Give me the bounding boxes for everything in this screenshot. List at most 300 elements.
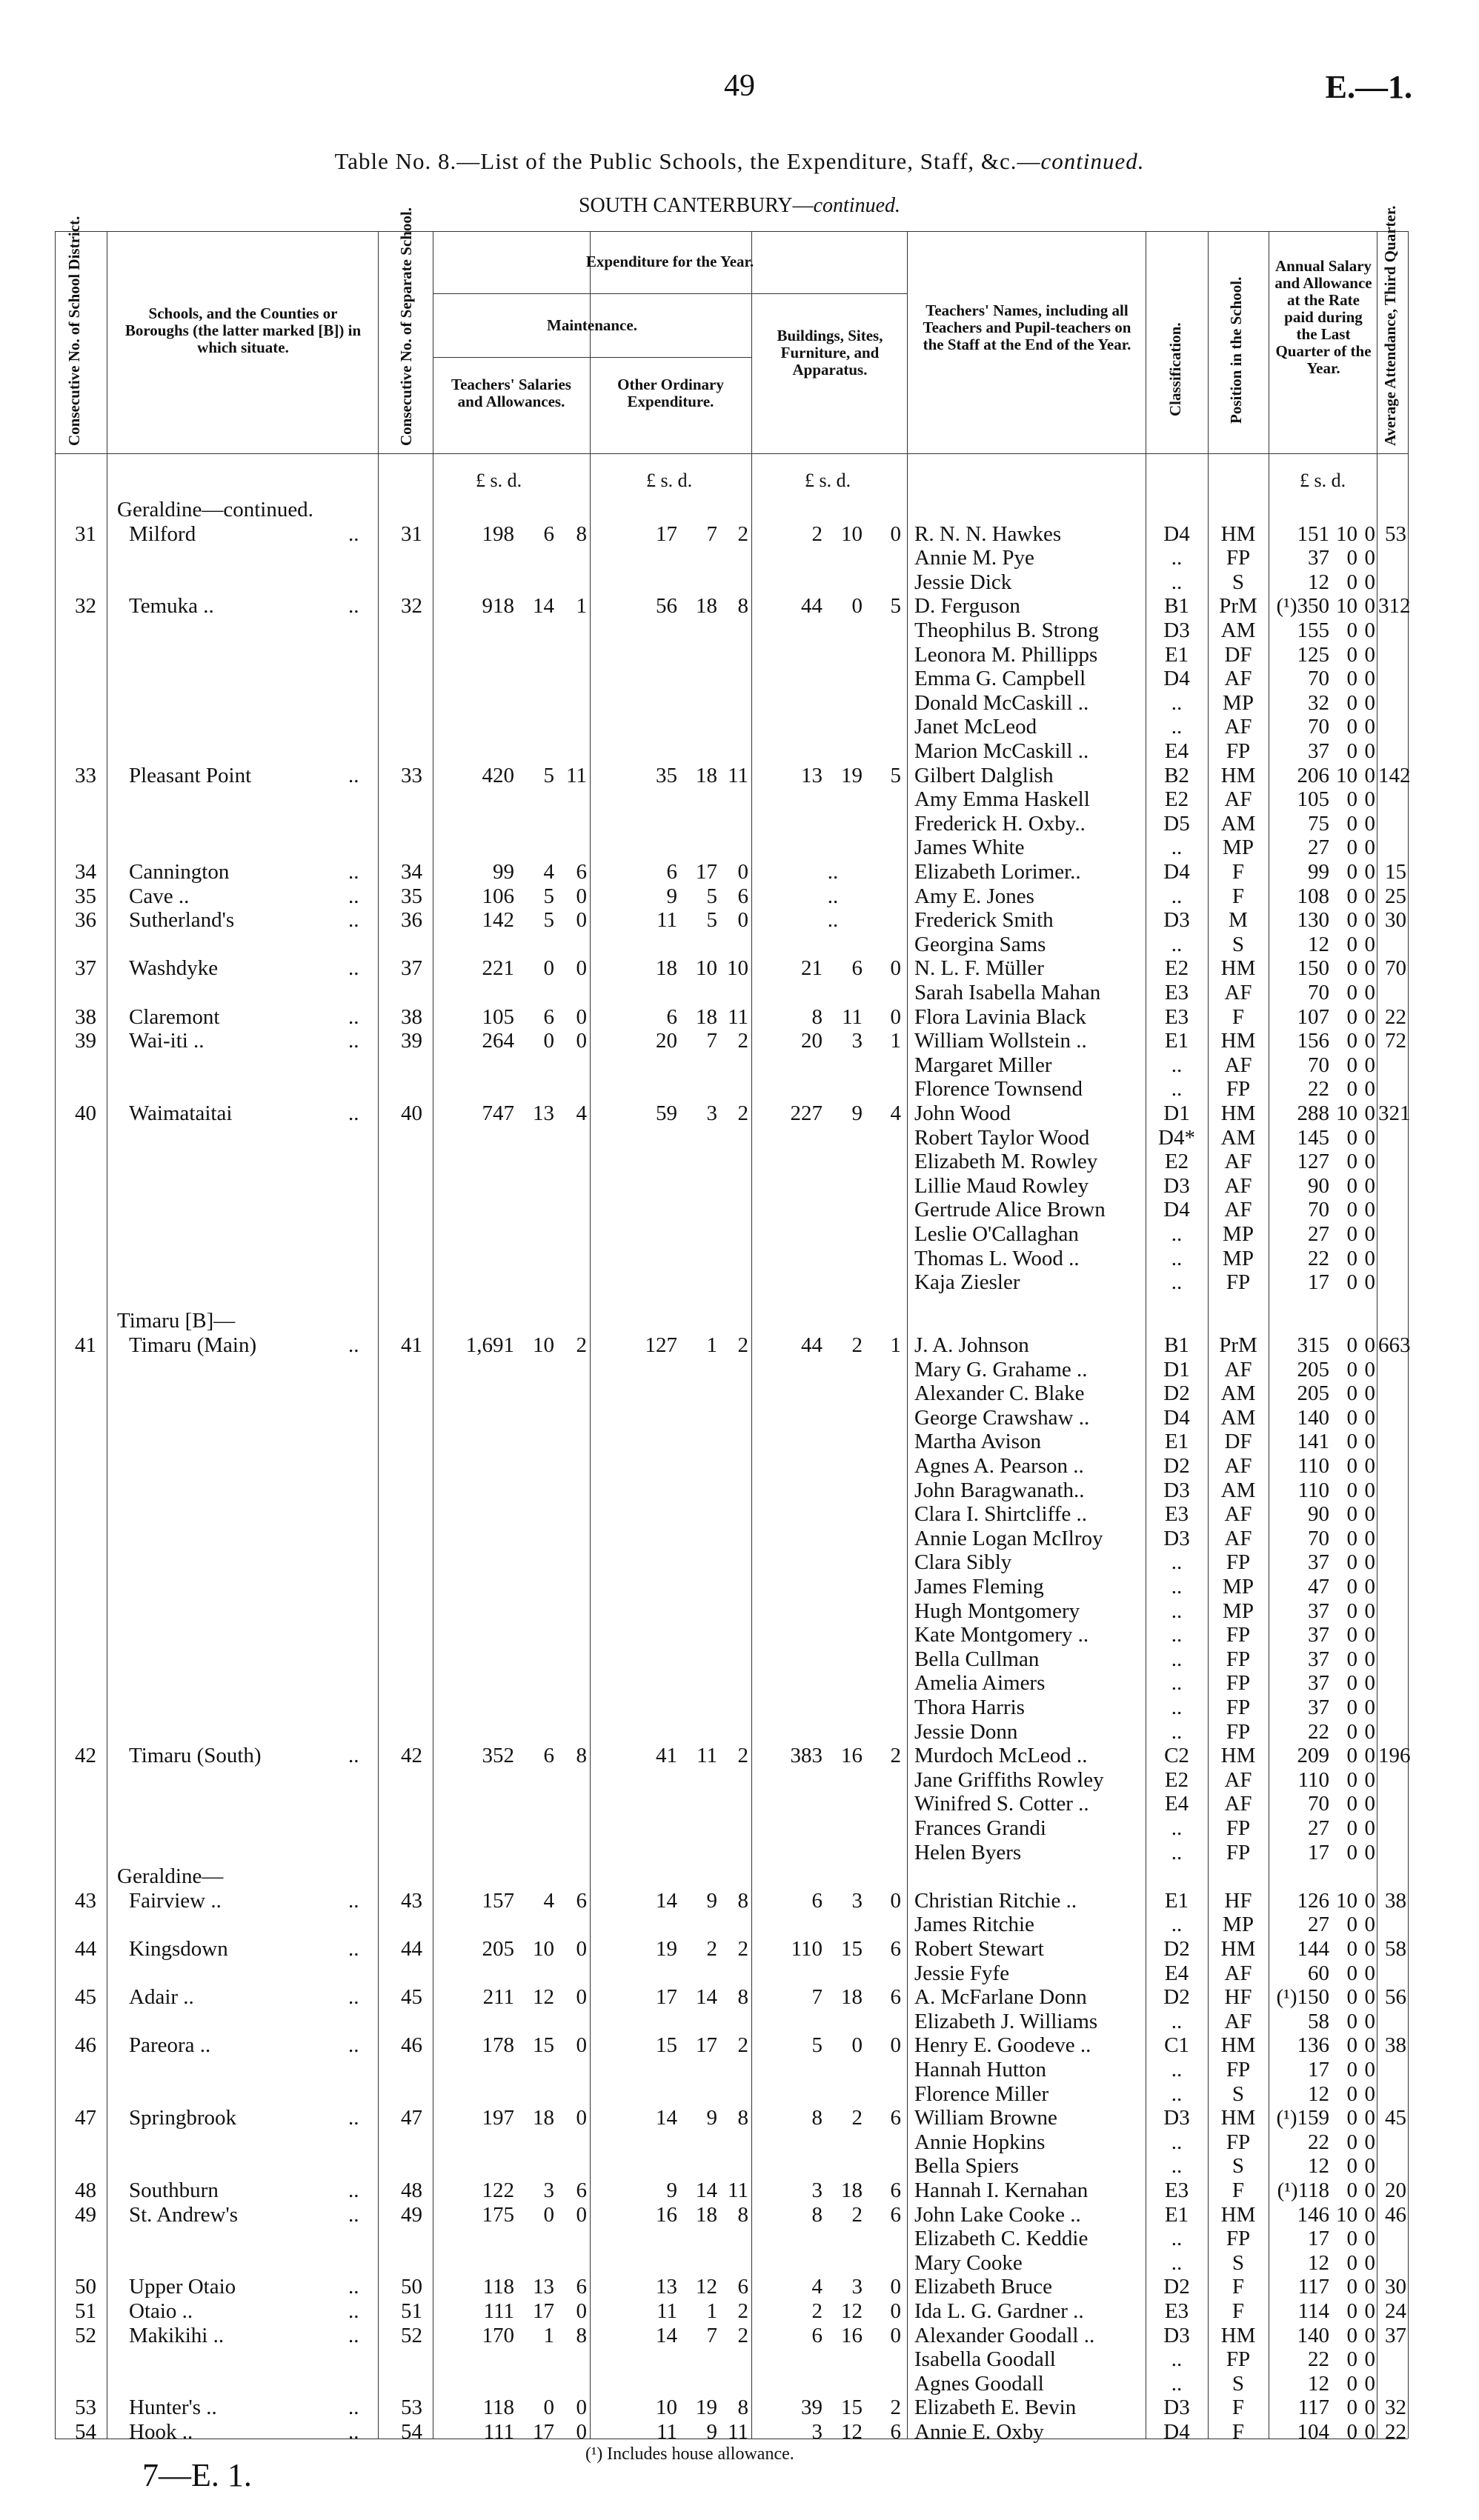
salaries-shillings: 13 [533,1101,554,1125]
salaries-shillings: 17 [533,2419,554,2444]
teacher-name: William Wollstein .. [914,1029,1087,1053]
annual-salary-pounds: 70 [1308,1053,1329,1077]
position: F [1232,2275,1245,2299]
annual-salary-pounds: 90 [1308,1173,1329,1198]
district-number: 53 [75,2396,96,2420]
teacher-name: Robert Taylor Wood [914,1125,1090,1150]
salaries-pence: 6 [576,2178,587,2202]
school-name: Milford [129,521,196,546]
buildings-shillings: 16 [841,2323,863,2347]
buildings-shillings: 12 [841,2419,863,2444]
annual-salary-pounds: 155 [1297,619,1329,642]
annual-salary-pence: 0 [1364,1333,1375,1357]
teacher-name: Jane Griffiths Rowley [914,1767,1104,1792]
buildings-pounds: 227 [790,1101,822,1125]
average-attendance: 30 [1385,908,1406,933]
teacher-name: Amy Emma Haskell [914,787,1090,812]
salaries-pounds: 122 [482,2178,514,2202]
position: FP [1226,2347,1251,2372]
county-heading: Geraldine—continued. [117,498,313,521]
annual-salary-shillings: 0 [1346,642,1357,667]
annual-salary-pounds: 27 [1308,1816,1329,1840]
position: AF [1224,715,1252,739]
annual-salary-pounds: 22 [1308,1719,1329,1744]
table-row [55,739,1408,763]
salaries-pence: 0 [576,1029,587,1053]
annual-salary-shillings: 0 [1346,2347,1357,2372]
average-attendance: 22 [1385,1004,1406,1029]
table-row [55,2372,1408,2396]
teacher-name: Gertrude Alice Brown [914,1198,1106,1222]
other-shillings: 9 [706,2419,717,2444]
position: HM [1220,2033,1256,2058]
classification: D2 [1163,1936,1190,1961]
position: AF [1224,1453,1252,1478]
other-pounds: 11 [657,908,677,933]
annual-salary-pence: 0 [1364,2275,1375,2299]
annual-salary-pounds: 32 [1308,690,1329,715]
other-shillings: 1 [706,1333,717,1357]
buildings-pounds: 110 [791,1936,822,1961]
annual-salary-pounds: (¹)159 [1276,2106,1329,2130]
teacher-name: John Baragwanath.. [914,1478,1085,1502]
table-row [55,2324,1408,2347]
table-row [55,1454,1408,1478]
table-row [55,2396,1408,2419]
other-pence: 8 [737,2202,748,2227]
buildings-shillings: 3 [851,1888,863,1913]
other-pence: 11 [728,2178,748,2202]
annual-salary-pounds: 108 [1297,884,1329,908]
classification: .. [1171,1574,1183,1599]
school-number: 49 [401,2202,422,2227]
other-pence: 6 [737,884,748,908]
average-attendance: 312 [1378,594,1411,619]
teacher-name: Elizabeth E. Bevin [914,2396,1077,2420]
other-pence: 11 [728,2419,748,2444]
annual-salary-pence: 0 [1364,1888,1375,1913]
buildings-pence: 1 [890,1333,901,1357]
table-row [55,1550,1408,1574]
annual-salary-pence: 0 [1364,1550,1375,1575]
average-attendance: 37 [1385,2323,1406,2347]
salaries-shillings: 6 [543,1744,554,1768]
classification: D1 [1163,1357,1190,1381]
teacher-name: James Ritchie [914,1913,1034,1937]
salaries-shillings: 15 [533,2033,554,2058]
other-shillings: 2 [706,1936,717,1961]
annual-salary-pence: 0 [1364,1270,1375,1295]
table-row [55,1029,1408,1053]
classification: .. [1171,1599,1183,1623]
teacher-name: Elizabeth C. Keddie [914,2227,1089,2251]
position: FP [1226,1816,1251,1840]
classification: .. [1171,2250,1183,2275]
position: FP [1226,546,1251,570]
annual-salary-pounds: 99 [1308,860,1329,884]
annual-salary-shillings: 0 [1346,981,1357,1004]
position: AM [1220,811,1256,836]
classification: .. [1171,2081,1183,2106]
annual-salary-pence: 0 [1364,2081,1375,2106]
table-row [55,1247,1408,1270]
school-number: 54 [401,2419,422,2444]
district-number: 51 [75,2299,96,2323]
classification: D4 [1163,521,1190,546]
salaries-shillings: 4 [543,860,554,884]
other-pence: 8 [737,2106,748,2130]
buildings-pence: 6 [890,1985,901,2010]
school-number: 36 [401,908,422,933]
other-pounds: 14 [656,2323,677,2347]
buildings-pounds: 8 [811,2106,822,2130]
annual-salary-shillings: 0 [1346,1526,1357,1550]
leader-dots: .. [348,1004,359,1029]
salaries-pence: 1 [576,594,587,619]
annual-salary-shillings: 10 [1336,763,1357,787]
salaries-pounds: 197 [482,2106,514,2130]
other-pounds: 9 [666,2178,677,2202]
position: MP [1223,1222,1254,1246]
annual-salary-pounds: 37 [1308,1647,1329,1671]
table-row [55,619,1408,642]
table-row [55,763,1411,787]
annual-salary-shillings: 0 [1346,2178,1357,2202]
table-row [55,2106,1408,2130]
leader-dots: .. [348,1333,359,1357]
table-row [55,1696,1408,1719]
teacher-name: Thomas L. Wood .. [914,1246,1080,1270]
header-maintenance: Maintenance. [547,316,637,334]
table-row [55,1077,1408,1101]
classification: E1 [1164,2202,1189,2227]
annual-salary-shillings: 0 [1346,2081,1357,2106]
annual-salary-pounds: 90 [1308,1502,1329,1527]
buildings-pence: 2 [890,2396,901,2420]
annual-salary-pounds: 37 [1308,1599,1329,1623]
average-attendance: 32 [1385,2396,1406,2420]
salaries-pounds: 747 [482,1101,514,1125]
expenditure-rule [433,293,907,294]
district-number: 45 [75,1985,96,2010]
school-number: 48 [401,2178,422,2202]
buildings-shillings: 6 [851,956,863,981]
classification: E3 [1164,1004,1189,1029]
school-number: 44 [401,1936,422,1961]
classification: E1 [1164,1430,1189,1454]
other-pence: 0 [737,860,748,884]
header-salary: Annual Salary and Allowance at the Rate paid during the Last Quarter of the Year. [1274,257,1372,377]
table-row [55,981,1408,1004]
classification: E4 [1164,1961,1189,1985]
position: S [1232,2371,1245,2396]
school-name: Cannington [129,860,230,884]
classification: E3 [1164,1502,1189,1527]
annual-salary-shillings: 0 [1346,836,1357,860]
annual-salary-shillings: 0 [1346,908,1357,933]
annual-salary-shillings: 0 [1346,2419,1357,2444]
classification: .. [1171,1671,1183,1696]
average-attendance: 22 [1385,2419,1406,2444]
school-number: 53 [401,2396,422,2420]
position: AF [1224,1053,1252,1077]
classification: .. [1171,1816,1183,1840]
position: HM [1220,1101,1256,1125]
other-pence: 8 [737,1985,748,2010]
annual-salary-shillings: 0 [1346,1077,1357,1101]
position: AF [1224,1150,1252,1174]
position: M [1229,908,1248,933]
other-pounds: 11 [657,2419,677,2444]
leader-dots: .. [348,2299,359,2323]
position: S [1232,2250,1245,2275]
classification: D3 [1163,2323,1190,2347]
average-attendance: 38 [1385,1888,1406,1913]
teacher-name: Martha Avison [914,1430,1042,1454]
maintenance-rule [433,357,751,358]
table-row [55,1913,1408,1936]
salaries-pounds: 170 [482,2323,514,2347]
annual-salary-pence: 0 [1364,2202,1375,2227]
teacher-name: Florence Townsend [914,1077,1083,1101]
classification: D3 [1163,908,1190,933]
other-pounds: 14 [656,2106,677,2130]
position: AF [1224,667,1252,691]
teacher-name: Emma G. Campbell [914,667,1086,691]
teacher-name: Agnes A. Pearson .. [914,1453,1084,1478]
table-row [55,1222,1408,1246]
other-units: £ s. d. [646,470,693,491]
annual-salary-pence: 0 [1364,811,1375,836]
salaries-pounds: 918 [482,594,514,619]
annual-salary-pence: 0 [1364,2106,1375,2130]
classification: E2 [1164,956,1189,981]
table-row [55,933,1408,956]
annual-salary-shillings: 0 [1346,739,1357,763]
annual-salary-pounds: 110 [1297,1478,1329,1502]
teacher-name: Clara Sibly [914,1550,1012,1575]
buildings-shillings: 2 [851,2202,863,2227]
salaries-pence: 0 [576,956,587,981]
annual-salary-shillings: 0 [1346,1381,1357,1406]
annual-salary-shillings: 0 [1346,1150,1357,1174]
header-consec-district: Consecutive No. of School District. [65,216,83,446]
teacher-name: Annie Logan McIlroy [914,1526,1103,1550]
other-shillings: 7 [706,2323,717,2347]
classification: D2 [1163,1453,1190,1478]
district-number: 43 [75,1888,96,1913]
salaries-pence: 8 [576,2323,587,2347]
district-number: 46 [75,2033,96,2058]
table-row [55,1270,1408,1294]
position: PrM [1219,594,1257,619]
buildings-shillings: 2 [851,2106,863,2130]
classification: .. [1171,884,1183,908]
other-shillings: 18 [696,2202,717,2227]
annual-salary-pence: 0 [1364,1173,1375,1198]
annual-salary-shillings: 0 [1346,2299,1357,2323]
classification: E2 [1164,1767,1189,1792]
classification: D3 [1163,619,1190,642]
table-row [55,1720,1408,1744]
position: FP [1226,1671,1251,1696]
buildings-pounds: 44 [801,1333,822,1357]
buildings-pounds: 6 [811,1888,822,1913]
position: MP [1223,1913,1254,1937]
buildings-blank: .. [827,884,839,908]
table-row [55,1816,1408,1840]
annual-salary-pounds: 145 [1297,1125,1329,1150]
salaries-pounds: 205 [482,1936,514,1961]
annual-salary-pounds: 144 [1297,1936,1329,1961]
annual-salary-pence: 0 [1364,787,1375,812]
annual-salary-pounds: 22 [1308,2347,1329,2372]
annual-salary-shillings: 0 [1346,860,1357,884]
salaries-pounds: 105 [482,1004,514,1029]
classification: .. [1171,1913,1183,1937]
annual-salary-pence: 0 [1364,1077,1375,1101]
other-pence: 2 [737,1936,748,1961]
annual-salary-shillings: 0 [1346,1478,1357,1502]
leader-dots: .. [348,1985,359,2010]
other-pounds: 20 [656,1029,677,1053]
annual-salary-shillings: 0 [1346,1270,1357,1295]
annual-salary-pence: 0 [1364,546,1375,570]
classification: .. [1171,546,1183,570]
annual-salary-pence: 0 [1364,1623,1375,1647]
header-teachers: Teachers' Names, including all Teachers and Pupil-teachers on the Staff at the End of the Year. [923,301,1131,353]
teacher-name: Frederick H. Oxby.. [914,811,1086,836]
other-pounds: 6 [666,860,677,884]
header-consec-school: Consecutive No. of Separate School. [397,207,415,446]
salaries-shillings: 17 [533,2299,554,2323]
buildings-pence: 4 [890,1101,901,1125]
classification: .. [1171,570,1183,594]
other-shillings: 17 [696,860,717,884]
annual-salary-shillings: 0 [1346,1246,1357,1270]
classification: E3 [1164,981,1189,1004]
buildings-pounds: 3 [811,2178,822,2202]
annual-salary-pounds: (¹)118 [1277,2178,1329,2202]
annual-salary-pence: 0 [1364,2154,1375,2179]
salaries-shillings: 5 [543,884,554,908]
leader-dots: .. [348,2275,359,2299]
annual-salary-pence: 0 [1364,715,1375,739]
annual-salary-pence: 0 [1364,1671,1375,1696]
position: MP [1223,1599,1254,1623]
position: S [1232,2081,1245,2106]
table-row [55,812,1408,836]
buildings-shillings: 12 [841,2299,863,2323]
annual-salary-shillings: 0 [1346,884,1357,908]
other-pounds: 17 [656,521,677,546]
page-number: 49 [724,69,755,103]
teacher-name: Frederick Smith [914,908,1054,933]
salaries-pounds: 142 [482,908,514,933]
school-number: 43 [401,1888,422,1913]
teacher-name: Murdoch McLeod .. [914,1744,1088,1768]
other-pounds: 15 [656,2033,677,2058]
district-number: 36 [75,908,96,933]
district-number: 41 [75,1333,96,1357]
position: AF [1224,981,1252,1004]
annual-salary-pounds: 125 [1297,642,1329,667]
teacher-name: Kaja Ziesler [914,1270,1020,1295]
teacher-name: Elizabeth Lorimer.. [914,860,1081,884]
position: FP [1226,739,1251,763]
classification: D4 [1163,2419,1190,2444]
other-pence: 10 [727,956,748,981]
classification: C2 [1164,1744,1189,1768]
header-other: Other Ordinary Expenditure. [617,376,724,410]
annual-salary-pounds: 27 [1308,1913,1329,1937]
position: AF [1224,787,1252,812]
other-pounds: 59 [656,1101,677,1125]
annual-salary-shillings: 0 [1346,667,1357,691]
other-pence: 2 [737,2033,748,2058]
annual-salary-pence: 0 [1364,1198,1375,1222]
teacher-name: John Wood [914,1101,1011,1125]
annual-salary-pence: 0 [1364,570,1375,594]
other-shillings: 5 [706,908,717,933]
district-continued: continued. [813,194,900,217]
annual-salary-shillings: 0 [1346,1936,1357,1961]
position: HM [1220,521,1256,546]
classification: .. [1171,1695,1183,1719]
salaries-pounds: 175 [482,2202,514,2227]
average-attendance: 56 [1385,1985,1406,2010]
teacher-name: Hannah I. Kernahan [914,2178,1089,2202]
other-pounds: 9 [666,884,677,908]
position: FP [1226,1270,1251,1295]
annual-salary-pence: 0 [1364,2057,1375,2081]
district-number: 38 [75,1004,96,1029]
classification: E4 [1164,1792,1189,1816]
other-pounds: 16 [656,2202,677,2227]
buildings-pence: 0 [890,2033,901,2058]
table-row [55,1150,1408,1173]
teacher-name: Amelia Aimers [914,1671,1046,1696]
classification: D2 [1163,1985,1190,2010]
table-row [55,787,1408,811]
buildings-shillings: 0 [851,2033,863,2058]
annual-salary-shillings: 0 [1346,1173,1357,1198]
annual-salary-pounds: 110 [1297,1767,1329,1792]
table-row [55,2130,1408,2154]
teacher-name: A. McFarlane Donn [914,1985,1087,2010]
position: AF [1224,1357,1252,1381]
salaries-pence: 6 [576,2275,587,2299]
position: FP [1226,1550,1251,1575]
annual-salary-pence: 0 [1364,932,1375,956]
teacher-name: James Fleming [914,1574,1044,1599]
annual-salary-pence: 0 [1364,1961,1375,1985]
buildings-pence: 0 [890,1888,901,1913]
annual-salary-pounds: 58 [1308,2009,1329,2033]
school-name: Southburn [129,2178,219,2202]
teacher-name: Jessie Donn [914,1719,1018,1744]
salaries-shillings: 12 [533,1985,554,2010]
table-row [55,1005,1408,1029]
average-attendance: 15 [1385,860,1406,884]
teacher-name: William Browne [914,2106,1057,2130]
table-row [55,2275,1408,2299]
other-pounds: 10 [656,2396,677,2420]
header-position: Position in the School. [1227,276,1245,424]
school-name: Temuka .. [129,594,214,619]
buildings-pounds: 20 [801,1029,822,1053]
table-top-rule [55,231,1408,232]
